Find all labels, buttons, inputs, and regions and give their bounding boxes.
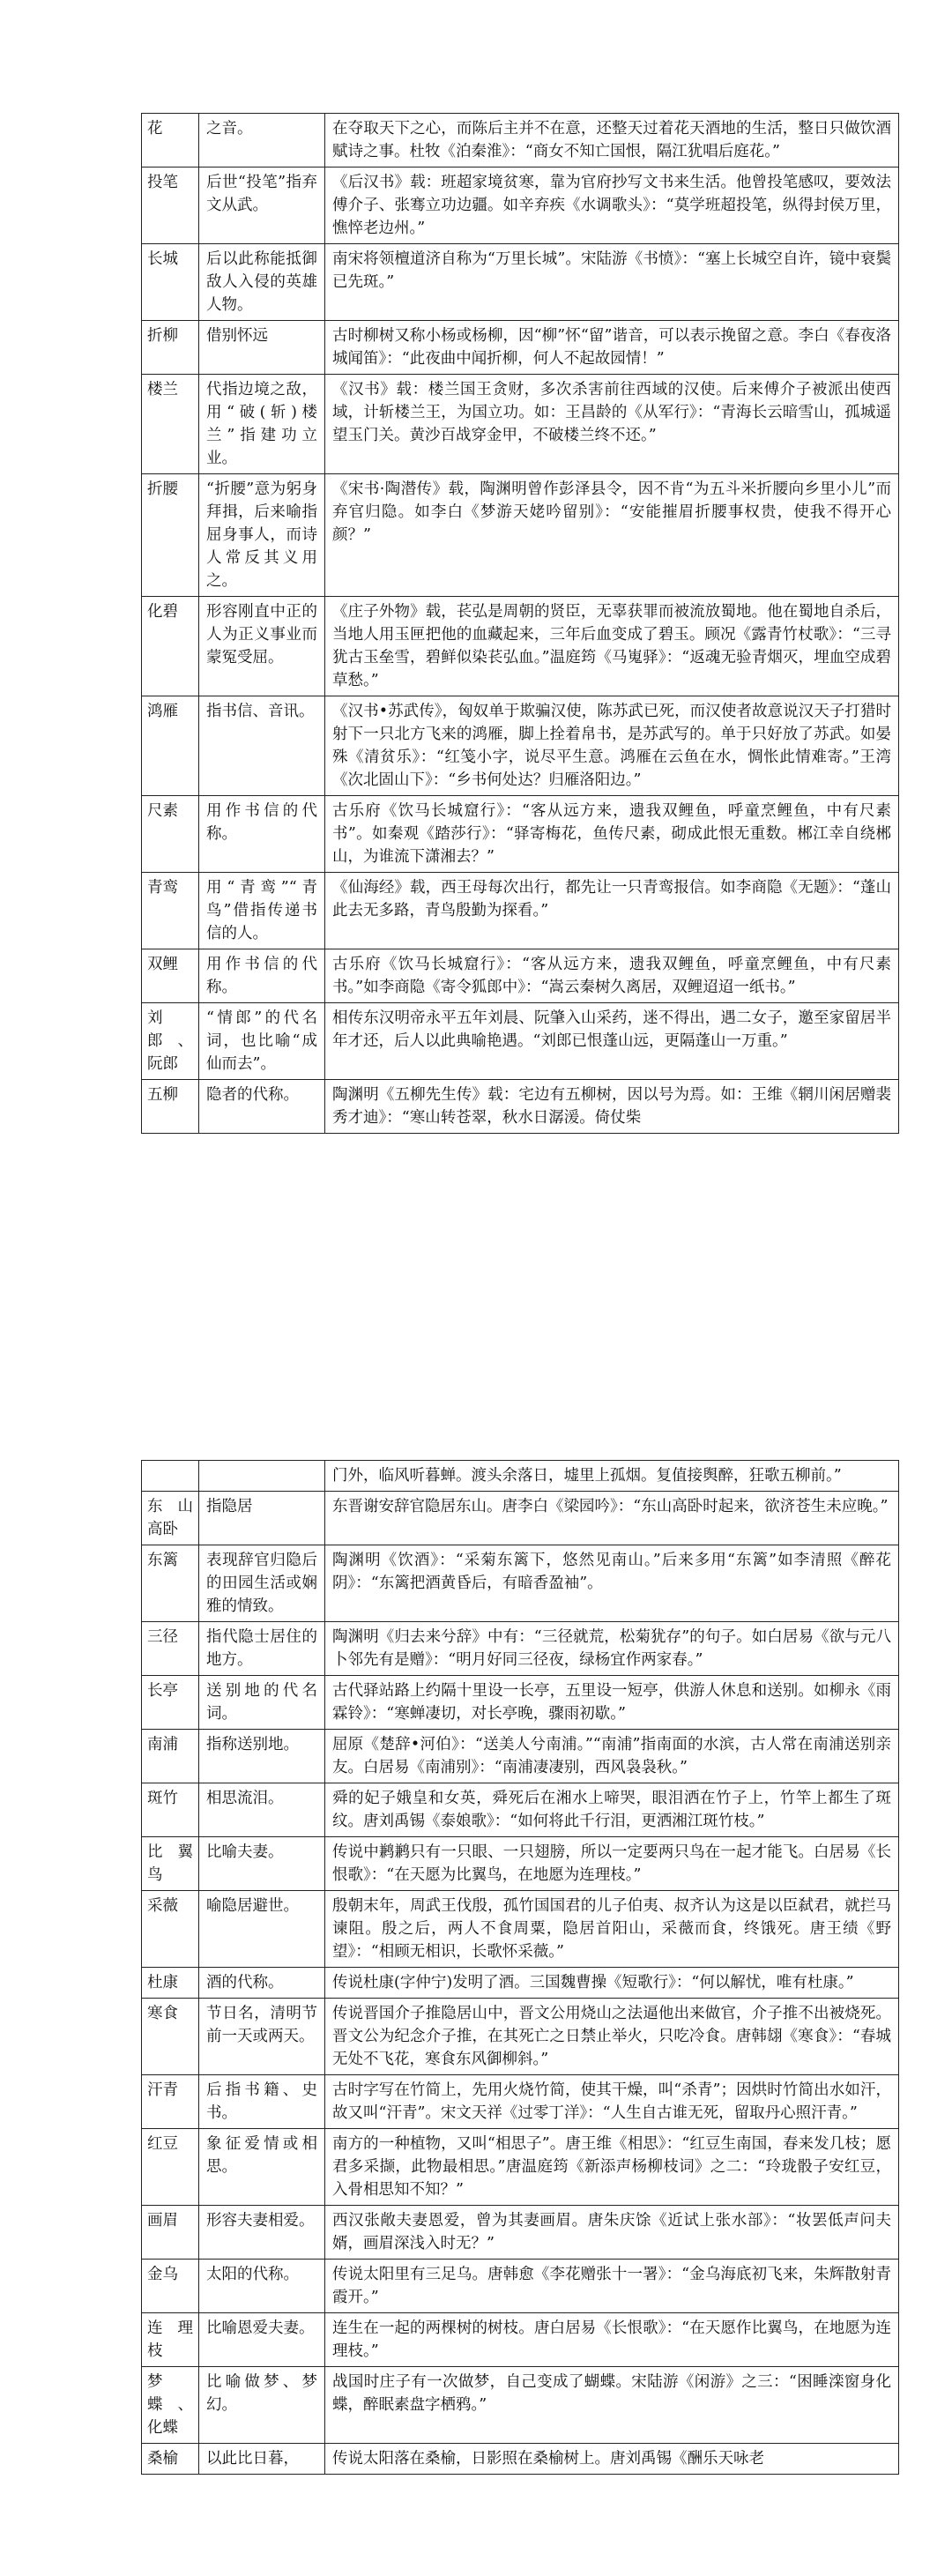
meaning-cell: 形容刚直中正的人为正义事业而蒙冤受屈。 xyxy=(199,597,325,696)
table-row xyxy=(142,1891,899,1968)
term-cell: 楼兰 xyxy=(142,375,199,474)
detail-cell: 门外，临风听暮蝉。渡头余落日，墟里上孤烟。复值接舆醉，狂歌五柳前。” xyxy=(325,1461,899,1492)
meaning-cell: “情郎”的代名词，也比喻“成仙而去”。 xyxy=(199,1003,325,1080)
detail-cell: 殷朝末年，周武王伐殷，孤竹国国君的儿子伯夷、叔齐认为这是以臣弑君，就拦马谏阻。殷之后，两人不食周粟，隐居首阳山，采薇而食，终饿死。唐王绩《野望》：“相顾无相识，长歌怀采薇。” xyxy=(325,1891,899,1968)
term-cell: 画眉 xyxy=(142,2206,199,2260)
meaning-cell: 后以此称能抵御敌人入侵的英雄人物。 xyxy=(199,244,325,321)
term-cell: 长城 xyxy=(142,244,199,321)
term-cell: 刘郎、阮郎 xyxy=(142,1003,199,1080)
meaning-cell: 之音。 xyxy=(199,114,325,168)
term-cell: 青鸾 xyxy=(142,873,199,949)
term-cell: 东篱 xyxy=(142,1545,199,1622)
meaning-cell: 后世“投笔”指弃文从武。 xyxy=(199,168,325,244)
term-cell: 汗青 xyxy=(142,2075,199,2129)
detail-cell: 在夺取天下之心，而陈后主并不在意，还整天过着花天酒地的生活，整日只做饮酒赋诗之事。杜牧《泊秦淮》：“商女不知亡国恨，隔江犹唱后庭花。” xyxy=(325,114,899,168)
table-row xyxy=(142,796,899,873)
meaning-cell: 指隐居 xyxy=(199,1492,325,1545)
detail-cell: 传说中鹣鹣只有一只眼、一只翅膀，所以一定要两只鸟在一起才能飞。白居易《长恨歌》：“在天愿为比翼鸟，在地愿为连理枝。” xyxy=(325,1837,899,1891)
table-row xyxy=(142,114,899,168)
detail-cell: 陶渊明《五柳先生传》载：宅边有五柳树，因以号为焉。如：王维《辋川闲居赠裴秀才迪》：“寒山转苍翠，秋水日潺湲。倚仗柴 xyxy=(325,1080,899,1134)
term-cell: 尺素 xyxy=(142,796,199,873)
table-row xyxy=(142,2367,899,2444)
term-cell: 投笔 xyxy=(142,168,199,244)
table-row xyxy=(142,2129,899,2206)
meaning-cell xyxy=(199,1461,325,1492)
detail-cell: 南宋将领檀道济自称为“万里长城”。宋陆游《书愤》：“塞上长城空自许，镜中衰鬓已先斑。” xyxy=(325,244,899,321)
table-row xyxy=(142,597,899,696)
detail-cell: 《仙海经》载，西王母每次出行，都先让一只青鸾报信。如李商隐《无题》：“蓬山此去无多路，青鸟殷勤为探看。” xyxy=(325,873,899,949)
allusion-table-2 xyxy=(141,1460,899,2475)
term-cell: 桑榆 xyxy=(142,2444,199,2475)
table-row xyxy=(142,375,899,474)
table-row xyxy=(142,2313,899,2367)
detail-cell: 舜的妃子娥皇和女英，舜死后在湘水上啼哭，眼泪洒在竹子上，竹竿上都生了斑纹。唐刘禹锡《泰娘歌》：“如何将此千行泪，更洒湘江斑竹枝。” xyxy=(325,1783,899,1837)
meaning-cell: 相思流泪。 xyxy=(199,1783,325,1837)
term-cell: 寒食 xyxy=(142,1999,199,2075)
term-cell xyxy=(142,1461,199,1492)
meaning-cell: 指书信、音讯。 xyxy=(199,696,325,796)
meaning-cell: 表现辞官归隐后的田园生活或娴雅的情致。 xyxy=(199,1545,325,1622)
term-cell: 梦蝶、化蝶 xyxy=(142,2367,199,2444)
meaning-cell: 隐者的代称。 xyxy=(199,1080,325,1134)
table-row xyxy=(142,1003,899,1080)
table-row xyxy=(142,1080,899,1134)
table-row xyxy=(142,168,899,244)
table-row xyxy=(142,1730,899,1783)
detail-cell: 古乐府《饮马长城窟行》：“客从远方来，遗我双鲤鱼，呼童烹鲤鱼，中有尺素书。”如李商隐《寄令狐郎中》：“嵩云秦树久离居，双鲤迢迢一纸书。” xyxy=(325,949,899,1003)
detail-cell: 《汉书•苏武传》，匈奴单于欺骗汉使，陈苏武已死，而汉使者故意说汉天子打猎时射下一只北方飞来的鸿雁，脚上拴着帛书，是苏武写的。单于只好放了苏武。如晏殊《清贫乐》：“红笺小字，说尽平生意。鸿雁在云鱼在水，惆怅此情难寄。”王湾《次北固山下》：“乡书何处达？归雁洛阳边。” xyxy=(325,696,899,796)
meaning-cell: 比喻夫妻。 xyxy=(199,1837,325,1891)
table-row xyxy=(142,1968,899,1999)
table-row xyxy=(142,2260,899,2313)
page-2 xyxy=(141,1460,899,2475)
meaning-cell: 比喻恩爱夫妻。 xyxy=(199,2313,325,2367)
term-cell: 折柳 xyxy=(142,321,199,375)
term-cell: 双鲤 xyxy=(142,949,199,1003)
detail-cell: 连生在一起的两棵树的树枝。唐白居易《长恨歌》：“在天愿作比翼鸟，在地愿为连理枝。” xyxy=(325,2313,899,2367)
detail-cell: 传说太阳落在桑榆，日影照在桑榆树上。唐刘禹锡《酬乐天咏老 xyxy=(325,2444,899,2475)
term-cell: 三径 xyxy=(142,1622,199,1676)
detail-cell: 传说晋国介子推隐居山中，晋文公用烧山之法逼他出来做官，介子推不出被烧死。晋文公为纪念介子推，在其死亡之日禁止举火，只吃冷食。唐韩翃《寒食》：“春城无处不飞花，寒食东风御柳斜。” xyxy=(325,1999,899,2075)
term-cell: 杜康 xyxy=(142,1968,199,1999)
term-cell: 比翼鸟 xyxy=(142,1837,199,1891)
table-row xyxy=(142,873,899,949)
table-row xyxy=(142,244,899,321)
table-row xyxy=(142,949,899,1003)
term-cell: 连理枝 xyxy=(142,2313,199,2367)
term-cell: 采薇 xyxy=(142,1891,199,1968)
detail-cell: 《汉书》载：楼兰国王贪财，多次杀害前往西域的汉使。后来傅介子被派出使西域，计斩楼兰王，为国立功。如：王昌龄的《从军行》：“青海长云暗雪山，孤城遥望玉门关。黄沙百战穿金甲，不破楼兰终不还。” xyxy=(325,375,899,474)
table-row xyxy=(142,1545,899,1622)
meaning-cell: 代指边境之敌，用“破(斩)楼兰”指建功立业。 xyxy=(199,375,325,474)
meaning-cell: 酒的代称。 xyxy=(199,1968,325,1999)
meaning-cell: 比喻做梦、梦幻。 xyxy=(199,2367,325,2444)
meaning-cell: 太阳的代称。 xyxy=(199,2260,325,2313)
detail-cell: 古乐府《饮马长城窟行》：“客从远方来，遗我双鲤鱼，呼童烹鲤鱼，中有尺素书”。如秦观《踏莎行》：“驿寄梅花，鱼传尺素，砌成此恨无重数。郴江幸自绕郴山，为谁流下潇湘去？” xyxy=(325,796,899,873)
meaning-cell: 指代隐士居住的地方。 xyxy=(199,1622,325,1676)
term-cell: 金乌 xyxy=(142,2260,199,2313)
detail-cell: 南方的一种植物，又叫“相思子”。唐王维《相思》：“红豆生南国，春来发几枝；愿君多采撷，此物最相思。”唐温庭筠《新添声杨柳枝词》之二：“玲珑骰子安红豆，入骨相思知不知？” xyxy=(325,2129,899,2206)
allusion-table-1 xyxy=(141,113,899,1134)
meaning-cell: 用“青鸾”“青鸟”借指传递书信的人。 xyxy=(199,873,325,949)
detail-cell: 《后汉书》载：班超家境贫寒，靠为官府抄写文书来生活。他曾投笔感叹，要效法傅介子、张骞立功边疆。如辛弃疾《水调歌头》：“莫学班超投笔，纵得封侯万里，憔悴老边州。” xyxy=(325,168,899,244)
detail-cell: 陶渊明《饮酒》：“采菊东篱下，悠然见南山。”后来多用“东篱”如李清照《醉花阴》：“东篱把酒黄昏后，有暗香盈袖”。 xyxy=(325,1545,899,1622)
table-row xyxy=(142,1783,899,1837)
term-cell: 红豆 xyxy=(142,2129,199,2206)
term-cell: 花 xyxy=(142,114,199,168)
term-cell: 鸿雁 xyxy=(142,696,199,796)
detail-cell: 古代驿站路上约隔十里设一长亭，五里设一短亭，供游人休息和送别。如柳永《雨霖铃》：“寒蝉凄切，对长亭晚，骤雨初歇。” xyxy=(325,1676,899,1730)
term-cell: 斑竹 xyxy=(142,1783,199,1837)
table-row xyxy=(142,1622,899,1676)
detail-cell: 传说太阳里有三足乌。唐韩愈《李花赠张十一署》：“金乌海底初飞来，朱辉散射青霞开。” xyxy=(325,2260,899,2313)
detail-cell: 屈原《楚辞•河伯》：“送美人兮南浦。”“南浦”指南面的水滨，古人常在南浦送别亲友。白居易《南浦别》：“南浦凄凄别，西风袅袅秋。” xyxy=(325,1730,899,1783)
detail-cell: 东晋谢安辞官隐居东山。唐李白《梁园吟》：“东山高卧时起来，欲济苍生未应晚。” xyxy=(325,1492,899,1545)
term-cell: 南浦 xyxy=(142,1730,199,1783)
table-row xyxy=(142,1837,899,1891)
meaning-cell: 指称送别地。 xyxy=(199,1730,325,1783)
detail-cell: 传说杜康(字仲宁)发明了酒。三国魏曹操《短歌行》：“何以解忧，唯有杜康。” xyxy=(325,1968,899,1999)
detail-cell: 《宋书·陶潜传》载，陶渊明曾作彭泽县令，因不肯“为五斗米折腰向乡里小儿”而弃官归隐。如李白《梦游天姥吟留别》：“安能摧眉折腰事权贵，使我不得开心颜？” xyxy=(325,474,899,597)
table-row xyxy=(142,1492,899,1545)
table-row xyxy=(142,474,899,597)
table-row xyxy=(142,2075,899,2129)
meaning-cell: 形容夫妻相爱。 xyxy=(199,2206,325,2260)
table-row xyxy=(142,1461,899,1492)
detail-cell: 相传东汉明帝永平五年刘晨、阮肇入山采药，迷不得出，遇二女子，邀至家留居半年才还，后人以此典喻艳遇。“刘郎已恨蓬山远，更隔蓬山一万重。” xyxy=(325,1003,899,1080)
meaning-cell: “折腰”意为躬身拜揖，后来喻指屈身事人，而诗人常反其义用之。 xyxy=(199,474,325,597)
meaning-cell: 送别地的代名词。 xyxy=(199,1676,325,1730)
table-row xyxy=(142,321,899,375)
detail-cell: 《庄子外物》载，苌弘是周朝的贤臣，无辜获罪而被流放蜀地。他在蜀地自杀后，当地人用玉匣把他的血藏起来，三年后血变成了碧玉。顾况《露青竹杖歌》：“三寻犹古玉垒雪，碧鲜似染苌弘血。”温庭筠《马嵬驿》：“返魂无验青烟灭，埋血空成碧草愁。” xyxy=(325,597,899,696)
detail-cell: 古时柳树又称小杨或杨柳，因“柳”怀“留”谐音，可以表示挽留之意。李白《春夜洛城闻笛》：“此夜曲中闻折柳，何人不起故园情！” xyxy=(325,321,899,375)
detail-cell: 陶渊明《归去来兮辞》中有：“三径就荒，松菊犹存”的句子。如白居易《欲与元八卜邻先有是赠》：“明月好同三径夜，绿杨宜作两家春。” xyxy=(325,1622,899,1676)
meaning-cell: 象征爱情或相思。 xyxy=(199,2129,325,2206)
term-cell: 五柳 xyxy=(142,1080,199,1134)
detail-cell: 战国时庄子有一次做梦，自己变成了蝴蝶。宋陆游《闲游》之三：“困睡滦窗身化蝶，醉眠素盘字栖鸦。” xyxy=(325,2367,899,2444)
meaning-cell: 以此比日暮， xyxy=(199,2444,325,2475)
meaning-cell: 节日名，清明节前一天或两天。 xyxy=(199,1999,325,2075)
meaning-cell: 用作书信的代称。 xyxy=(199,949,325,1003)
table-row xyxy=(142,696,899,796)
term-cell: 长亭 xyxy=(142,1676,199,1730)
meaning-cell: 喻隐居避世。 xyxy=(199,1891,325,1968)
table-row xyxy=(142,1999,899,2075)
meaning-cell: 借别怀远 xyxy=(199,321,325,375)
detail-cell: 古时字写在竹简上，先用火烧竹简，使其干燥，叫“杀青”；因烘时竹简出水如汗，故又叫“汗青”。宋文天祥《过零丁洋》：“人生自古谁无死，留取丹心照汗青。” xyxy=(325,2075,899,2129)
table-row xyxy=(142,2206,899,2260)
meaning-cell: 后指书籍、史书。 xyxy=(199,2075,325,2129)
term-cell: 东山高卧 xyxy=(142,1492,199,1545)
detail-cell: 西汉张敞夫妻恩爱，曾为其妻画眉。唐朱庆馀《近试上张水部》：“妆罢低声问夫婿，画眉深浅入时无？” xyxy=(325,2206,899,2260)
term-cell: 折腰 xyxy=(142,474,199,597)
table-row xyxy=(142,1676,899,1730)
term-cell: 化碧 xyxy=(142,597,199,696)
page-1 xyxy=(141,113,899,1134)
meaning-cell: 用作书信的代称。 xyxy=(199,796,325,873)
table-row xyxy=(142,2444,899,2475)
